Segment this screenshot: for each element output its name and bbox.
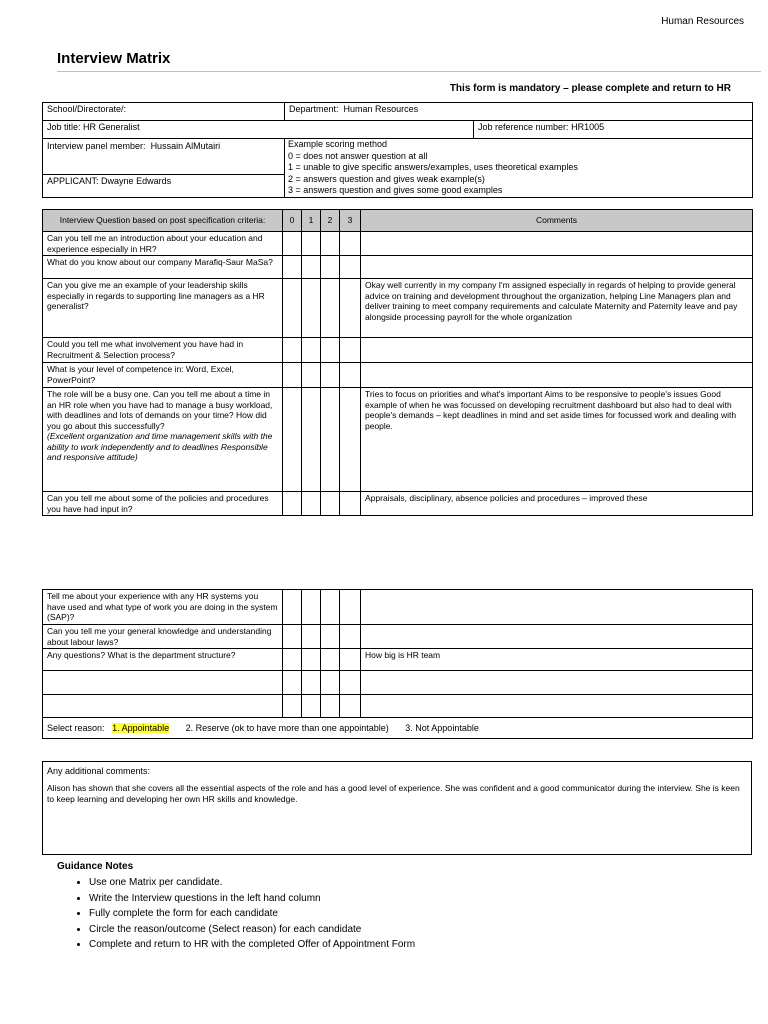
score-cell[interactable] (340, 363, 361, 388)
job-title-label: Job title: (47, 122, 81, 132)
list-item: • Complete and return to HR with the completed Offer of Appointment Form (89, 937, 415, 953)
comments-column-header: Comments (361, 210, 753, 232)
score-cell[interactable] (283, 695, 302, 718)
table-row (43, 256, 753, 279)
comment-cell[interactable]: Appraisals, disciplinary, absence policies and procedures – improved these (361, 492, 753, 516)
applicant-value: Dwayne Edwards (101, 176, 172, 186)
comment-cell[interactable]: Okay well currently in my company I'm assigned especially in regards of helping to provide general advice on training and development throughout the organization, helping Line Managers plan and deliver training to meet company requirements and calculate Maternity and Paternity leave and pay alongside processing payroll for the whole organization (361, 279, 753, 338)
question-cell: What do you know about our company Marafiq-Saur MaSa? (43, 256, 283, 279)
list-item: • Write the Interview questions in the left hand column (89, 891, 415, 907)
score-cell[interactable] (340, 492, 361, 516)
job-title-cell (43, 121, 474, 139)
question-cell: Tell me about your experience with any HR systems you have used and what type of work you are doing in the system (SAP)? (43, 590, 283, 625)
reason-option-appointable[interactable]: 1. Appointable (112, 722, 170, 733)
mandatory-note: This form is mandatory – please complete and return to HR (449, 83, 731, 94)
score-cell[interactable] (302, 671, 321, 695)
comment-cell[interactable] (361, 232, 753, 256)
title-divider (57, 71, 761, 72)
score-cell[interactable] (340, 671, 361, 695)
comment-cell[interactable] (361, 590, 753, 625)
comment-cell[interactable]: Tries to focus on priorities and what's important Aims to be responsive to people's issues Good example of when he was focussed on developing recruitment dashboard but also had to deal with people's demands – kept deadlines in mind and set aside times for focussed work and dealing with people. (361, 388, 753, 492)
score-cell[interactable] (283, 232, 302, 256)
score-cell[interactable] (283, 279, 302, 338)
comment-cell[interactable]: How big is HR team (361, 649, 753, 671)
header-department: Human Resources (661, 16, 744, 27)
score-cell[interactable] (340, 256, 361, 279)
score-0-header: 0 (283, 210, 302, 232)
comment-cell[interactable] (361, 625, 753, 649)
table-row (43, 695, 753, 718)
score-cell[interactable] (321, 363, 340, 388)
table-row (43, 388, 753, 492)
score-cell[interactable] (283, 256, 302, 279)
scoring-line: 3 = answers question and gives some good examples (288, 185, 503, 195)
score-cell[interactable] (283, 492, 302, 516)
score-cell[interactable] (283, 590, 302, 625)
job-ref-cell (474, 121, 753, 139)
score-cell[interactable] (283, 625, 302, 649)
select-reason-label: Select reason: (47, 722, 105, 733)
score-cell[interactable] (321, 649, 340, 671)
scoring-line: 1 = unable to give specific answers/examples, uses theoretical examples (288, 162, 578, 172)
guidance-notes (57, 861, 415, 953)
school-cell (43, 103, 285, 121)
reason-option-not-appointable[interactable]: 3. Not Appointable (405, 722, 479, 733)
table-row (43, 671, 753, 695)
score-cell[interactable] (302, 232, 321, 256)
additional-comments-text: Alison has shown that she covers all the essential aspects of the role and has a good level of experience. She was confident and a good communicator during the interview. She is keen to keep learning and developing her own HR skills and knowledge. (47, 783, 740, 804)
score-3-header: 3 (340, 210, 361, 232)
table-row (43, 363, 753, 388)
score-cell[interactable] (321, 590, 340, 625)
table-row (43, 279, 753, 338)
interview-matrix-table (42, 209, 753, 516)
department-value: Human Resources (343, 104, 419, 114)
question-cell: Can you tell me your general knowledge and understanding about labour laws? (43, 625, 283, 649)
score-cell[interactable] (340, 279, 361, 338)
score-cell[interactable] (283, 649, 302, 671)
score-cell[interactable] (283, 338, 302, 363)
score-cell[interactable] (340, 590, 361, 625)
score-cell[interactable] (340, 649, 361, 671)
score-cell[interactable] (302, 649, 321, 671)
candidate-info-table (42, 102, 753, 198)
score-cell[interactable] (302, 363, 321, 388)
question-cell: Any questions? What is the department structure? (43, 649, 283, 671)
select-reason-cell (43, 718, 753, 739)
score-cell[interactable] (283, 363, 302, 388)
question-cell[interactable] (43, 671, 283, 695)
score-cell[interactable] (340, 338, 361, 363)
list-item: • Fully complete the form for each candidate (89, 906, 415, 922)
department-label: Department: (289, 104, 339, 114)
score-cell[interactable] (302, 388, 321, 492)
score-1-header: 1 (302, 210, 321, 232)
score-cell[interactable] (340, 625, 361, 649)
question-cell[interactable] (43, 695, 283, 718)
question-text: The role will be a busy one. Can you tell me about a time in an HR role when you have had to manage a busy workload, with deadlines and lots of demands on your time? How did you go about this successfully? (47, 389, 273, 431)
score-cell[interactable] (340, 695, 361, 718)
comment-cell[interactable] (361, 671, 753, 695)
question-cell: What is your level of competence in: Word, Excel, PowerPoint? (43, 363, 283, 388)
comment-cell[interactable] (361, 256, 753, 279)
score-cell[interactable] (340, 232, 361, 256)
job-ref-label: Job reference number: (478, 122, 569, 132)
table-row (43, 232, 753, 256)
score-cell[interactable] (302, 625, 321, 649)
table-row (43, 625, 753, 649)
question-column-header: Interview Question based on post specification criteria: (43, 210, 283, 232)
score-cell[interactable] (321, 232, 340, 256)
list-item: • Circle the reason/outcome (Select reason) for each candidate (89, 922, 415, 938)
score-cell[interactable] (302, 256, 321, 279)
job-ref-value: HR1005 (571, 122, 605, 132)
score-cell[interactable] (321, 671, 340, 695)
table-row (43, 492, 753, 516)
scoring-line: 2 = answers question and gives weak example(s) (288, 173, 485, 184)
scoring-line: 0 = does not answer question at all (288, 150, 428, 161)
additional-comments-label: Any additional comments: (47, 766, 151, 776)
scoring-line: Example scoring method (288, 139, 388, 149)
score-cell[interactable] (321, 256, 340, 279)
question-cell: Can you tell me an introduction about your education and experience especially in HR? (43, 232, 283, 256)
list-item: • Use one Matrix per candidate. (89, 875, 415, 891)
department-cell (285, 103, 753, 121)
applicant-label: APPLICANT: (47, 176, 99, 186)
reason-option-reserve[interactable]: 2. Reserve (ok to have more than one appointable) (185, 722, 389, 733)
table-row (43, 649, 753, 671)
score-cell[interactable] (283, 671, 302, 695)
score-cell[interactable] (302, 695, 321, 718)
question-cell: Can you tell me about some of the policies and procedures you have had input in? (43, 492, 283, 516)
score-cell[interactable] (321, 492, 340, 516)
question-cell: Could you tell me what involvement you have had in Recruitment & Selection process? (43, 338, 283, 363)
panel-member-cell (43, 139, 285, 175)
question-note: (Excellent organization and time management skills with the ability to work independently and to deadlines Responsible and responsive attitude) (47, 431, 273, 462)
scoring-method-cell (285, 139, 753, 198)
score-cell[interactable] (321, 338, 340, 363)
page-title: Interview Matrix (57, 50, 171, 67)
applicant-cell (43, 175, 285, 198)
score-cell[interactable] (321, 388, 340, 492)
panel-member-label: Interview panel member: (47, 141, 146, 151)
comment-cell[interactable] (361, 363, 753, 388)
guidance-list (57, 875, 415, 953)
score-cell[interactable] (302, 492, 321, 516)
question-cell: Can you give me an example of your leadership skills especially in regards to supporting line managers as a HR generalist? (43, 279, 283, 338)
school-label: School/Directorate/: (47, 104, 127, 114)
select-reason-row (43, 718, 753, 739)
comment-cell[interactable] (361, 338, 753, 363)
table-row (43, 590, 753, 625)
score-cell[interactable] (321, 695, 340, 718)
interview-matrix-continued-table (42, 589, 753, 739)
additional-comments-box[interactable] (42, 761, 752, 855)
score-cell[interactable] (302, 338, 321, 363)
guidance-title: Guidance Notes (57, 861, 134, 872)
table-row (43, 338, 753, 363)
score-cell[interactable] (302, 279, 321, 338)
score-cell[interactable] (283, 388, 302, 492)
question-cell (43, 388, 283, 492)
score-cell[interactable] (340, 388, 361, 492)
panel-member-value: Hussain AlMutairi (150, 141, 221, 151)
job-title-value: HR Generalist (83, 122, 140, 132)
comment-cell[interactable] (361, 695, 753, 718)
score-cell[interactable] (321, 279, 340, 338)
score-cell[interactable] (302, 590, 321, 625)
score-cell[interactable] (321, 625, 340, 649)
score-2-header: 2 (321, 210, 340, 232)
